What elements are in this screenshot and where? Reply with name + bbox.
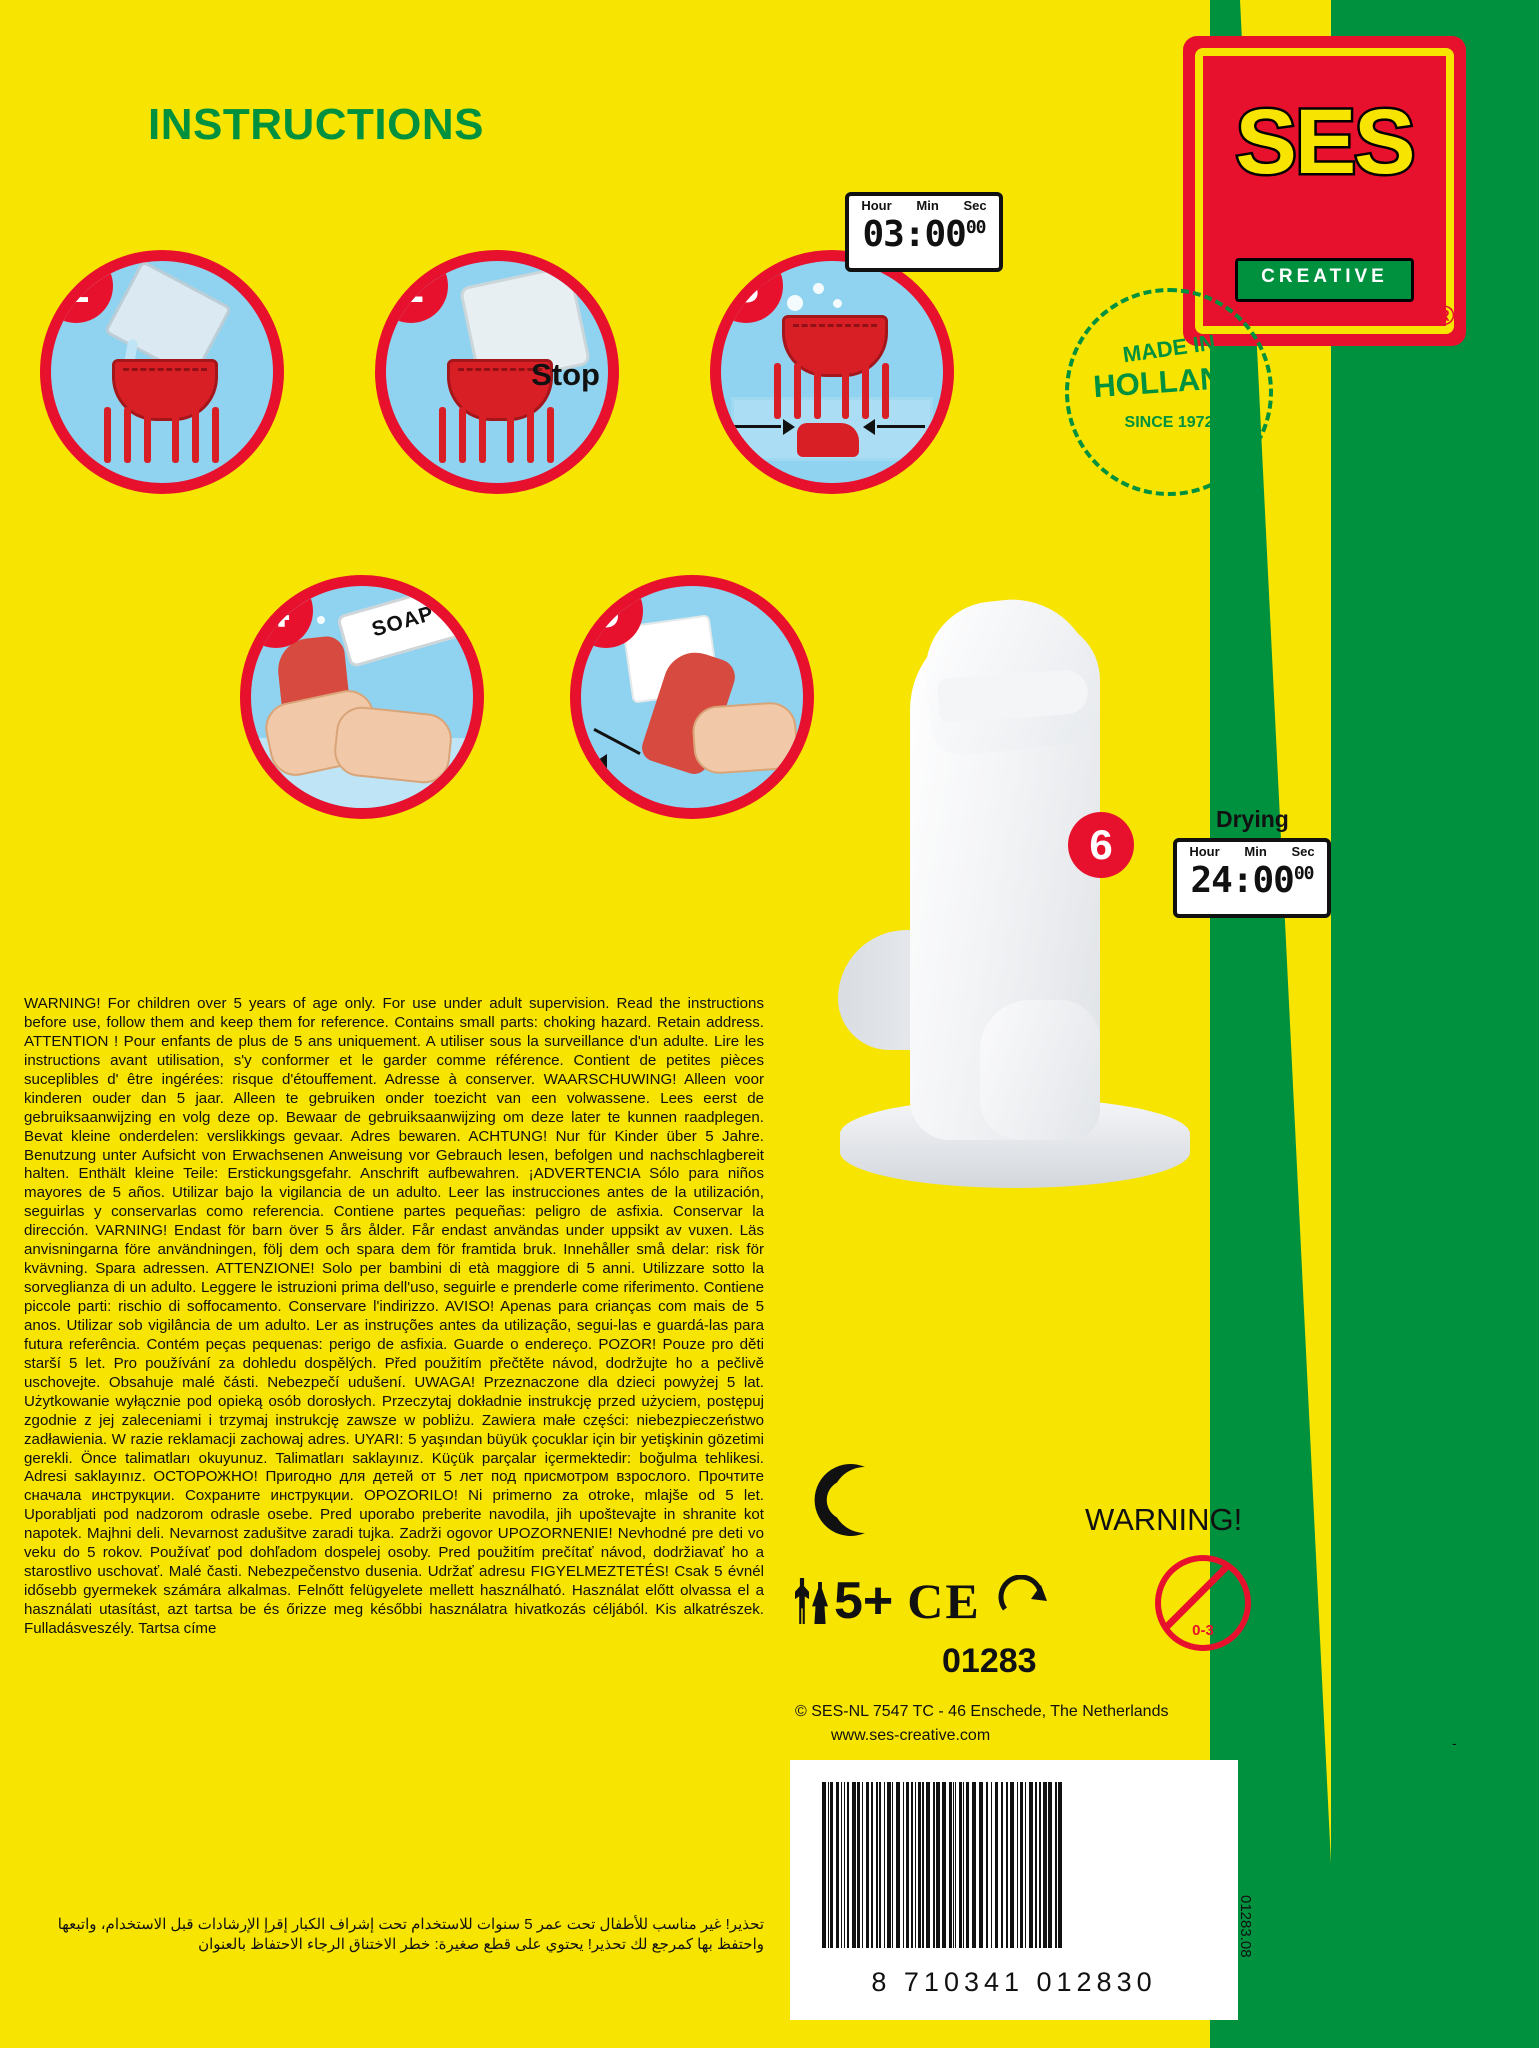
arabic-warning-text: تحذير! غير مناسب للأطفال تحت عمر 5 سنوات للاستخدام تحت إشراف الكبار إقرإ الإرشادات قبل الاستخدام، واتبعها واحتفظ بها كمرجع لك تحذير! يحتوي على قطع صغيرة: خطر الاختناق الرجاء الاحتفاظ بالعنوان bbox=[57, 1916, 764, 1954]
mold-legs bbox=[433, 407, 561, 467]
timer-header-hour: Hour bbox=[861, 198, 892, 213]
timer-value bbox=[1177, 860, 1327, 901]
registration-mark: - bbox=[1452, 1735, 1457, 1751]
setting-timer bbox=[845, 192, 1003, 272]
step-3-number: 3 bbox=[710, 250, 783, 323]
soap-label: SOAP bbox=[369, 601, 437, 642]
drying-timer bbox=[1173, 838, 1331, 918]
logo-brand-name: SES bbox=[1235, 91, 1414, 193]
timer-header bbox=[1177, 844, 1327, 859]
made-in-holland-stamp bbox=[1065, 288, 1273, 496]
no-under-3-icon bbox=[1155, 1555, 1251, 1651]
step-1-number: 1 bbox=[40, 250, 113, 323]
stop-label: Stop bbox=[531, 357, 600, 392]
mold-icon bbox=[98, 359, 226, 469]
timer-value bbox=[849, 214, 999, 255]
dinosaur-statue-image bbox=[830, 600, 1230, 1250]
step-5-illustration bbox=[570, 575, 814, 819]
hand-icon bbox=[332, 704, 455, 786]
timer-display: 24:00 bbox=[1190, 860, 1294, 901]
step-1-illustration bbox=[40, 250, 284, 494]
ce-mark-icon: CE bbox=[907, 1573, 981, 1629]
prohibition-bar bbox=[1165, 1564, 1229, 1628]
logo-tagline: CREATIVE bbox=[1261, 266, 1388, 287]
step-3-illustration bbox=[710, 250, 954, 494]
drying-label: Drying bbox=[1216, 806, 1289, 832]
timer-header-hour: Hour bbox=[1189, 844, 1220, 859]
step-4-number: 4 bbox=[240, 575, 313, 648]
item-code: 01283 bbox=[942, 1642, 1037, 1680]
direction-arrow-icon bbox=[587, 732, 787, 752]
website-url[interactable]: www.ses-creative.com bbox=[831, 1727, 991, 1744]
multilingual-warning-text: WARNING! For children over 5 years of age only. For use under adult supervision. Read the instructions before use, follow them and keep them for reference. Contains small parts: choking hazard. Retain address. ATTENTION ! Pour enfants de plus de 5 ans uniquement. A utiliser sous la surveillance d'un adulte. Lire les instructions avant utilisation, s'y conformer et le garder comme référence. Contient de petites pièces suceplibles d' être ingérées: risque d'étouffement. Adresse à conserver. WAARSCHUWING! Alleen voor kinderen ouder dan 5 jaar. Alleen te gebruiken onder toezicht van een volwassene. Lees eerst de gebruiksaanwijzing en volg deze op. Bewaar de gebruiksaanwijzing om deze later te kunnen raadplegen. Bevat kleine onderdelen: verslikkings gevaar. Adres bewaren. ACHTUNG! Nur für Kinder über 5 Jahre. Benutzung unter Aufsicht von Erwachsenen Anweisung vor Gebrauch lesen, befolgen und nachschlagbereit halten. Enthält kleine Teile: Erstickungsgefahr. Anschrift aufbewahren. ¡ADVERTENCIA Sólo para niños mayores de 5 años. Utilizar bajo la vigilancia de un adulto. Leer las instrucciones antes de la utilización, seguirlas y conservarlas como referencia. Contiene partes pequeñas: peligro de asfixia. Conservar la dirección. VARNING! Endast för barn över 5 års ålder. Får endast användas under uppsikt av vuxen. Läs anvisningarna före användningen, följ dem och spara dem för framtida bruk. Innehåller små delar: risk för kvävning. Spara adressen. ATTENZIONE! Solo per bambini di età maggiore di 5 anni. Utilizzare sotto la sorveglianza di un adulto. Leggere le istruzioni prima dell'uso, seguirle e prenderle come riferimento. Contiene piccole parti: rischio di soffocamento. Conservare l'indirizzo. AVISO! Apenas para crianças com mais de 5 anos. Utilizar sob vigilância de um adulto. Ler as instruções antes da utilização, segui-las e guardá-las para futura referência. Contém peças pequenas: perigo de asfixia. Guarde o endereço. POZOR! Pouze pro děti starší 5 let. Pro používání za dohledu dospělých. Před použitím přečtěte návod, dodržujte ho a pečlivě uschovejte. Obsahuje malé části. Nebezpečí udušení. UWAGA! Przeznaczone dla dzieci powyżej 5 lat. Użytkowanie wyłącznie pod opieką osób dorosłych. Przeczytaj dokładnie instrukcję przed użyciem, postępuj zgodnie z jej zaleceniami i trzymaj instrukcję zawsze w pobliżu. Zawiera małe części: niebezpieczeństwo zadławienia. W razie reklamacji zachowaj adres. UYARI: 5 yaşından büyük çocuklar için bir yetişkinin gözetimi gerekli. Önce talimatları okuyunuz. Talimatları saklayınız. Küçük parçalar içermektedir: boğulma tehlikesi. Adresi saklayınız. ОСТОРОЖНО! Пригодно для детей от 5 лет под присмотром взрослого. Прочтите сначала инструкции. Сохраните инструкции. OPOZORILO! Ni primerno za otroke, mlajše od 5 let. Uporabljati pod nadzorom odrasle osebe. Pred uporabo preberite navodila, jih upoštevajte in shranite kot napotek. Majhni deli. Nevarnost zadušitve zaradi tujka. Zadrži ogovor UPOZORNENIE! Nevhodné pre deti vo veku do 5 rokov. Používať pod dohľadom dospelej osoby. Pred použitím prečítať návod, dodržiavať ho a starostlivo uschovať. Malé časti. Nebezpečenstvo dusenia. Udržať adresu FIGYELMEZTETÉS! Csak 5 évnél idősebb gyermekek számára alkalmas. Felnőtt felügyelete mellett használható. Használat előtt olvassa el a használati utasítást, azt tartsa be és őrizze meg későbbi használatra hivatkozás céljából. Kis alkatrészek. Fulladásveszély. Tartsa címe bbox=[24, 995, 764, 1637]
step-2-illustration bbox=[375, 250, 619, 494]
holland-line-3: SINCE 1972 bbox=[1124, 414, 1214, 431]
step-4-illustration bbox=[240, 575, 484, 819]
timer-header-min: Min bbox=[916, 198, 939, 213]
mold-legs bbox=[98, 407, 226, 467]
timer-header-sec: Sec bbox=[963, 198, 987, 213]
barcode-number: 8 710341 012830 bbox=[871, 1967, 1157, 1997]
logo-tagline-bar bbox=[1235, 258, 1414, 302]
timer-seconds: 00 bbox=[965, 217, 986, 238]
copyright-line: © SES-NL 7547 TC - 46 Enschede, The Netherlands bbox=[795, 1703, 1169, 1720]
ses-logo bbox=[1183, 36, 1466, 346]
step-5-number: 5 bbox=[570, 575, 643, 648]
statue-leg bbox=[980, 1000, 1100, 1140]
step-6-number: 6 bbox=[1068, 812, 1134, 878]
barcode-bars bbox=[822, 1782, 1206, 1948]
side-print-code: 01283.08 bbox=[1237, 1895, 1254, 1958]
registered-trademark-symbol: ® bbox=[1434, 300, 1455, 331]
age-rating: 5+ bbox=[834, 1572, 894, 1630]
mold-legs bbox=[768, 363, 896, 423]
soap-bottle-icon bbox=[336, 582, 472, 669]
timer-header-min: Min bbox=[1244, 844, 1267, 859]
recycle-arrow-icon bbox=[997, 1575, 1049, 1627]
timer-seconds: 00 bbox=[1293, 863, 1314, 884]
direction-arrows-icon bbox=[729, 417, 929, 437]
timer-header-sec: Sec bbox=[1291, 844, 1315, 859]
holland-line-1: MADE IN bbox=[1121, 329, 1217, 368]
barcode-box bbox=[790, 1760, 1238, 2020]
company-address bbox=[795, 1700, 1235, 1748]
timer-display: 03:00 bbox=[862, 214, 966, 255]
mold-icon bbox=[768, 315, 896, 425]
children-pictogram-icon bbox=[795, 1578, 828, 1624]
halal-crescent-icon bbox=[795, 1455, 885, 1545]
no-under-3-label: 0-3 bbox=[1192, 1622, 1214, 1639]
warning-heading: WARNING! bbox=[1085, 1502, 1243, 1537]
step-2-number: 2 bbox=[375, 250, 448, 323]
compliance-row bbox=[795, 1570, 1215, 1632]
holland-line-2: HOLLAND bbox=[1092, 358, 1246, 405]
page-title: INSTRUCTIONS bbox=[148, 100, 484, 149]
timer-header bbox=[849, 198, 999, 213]
